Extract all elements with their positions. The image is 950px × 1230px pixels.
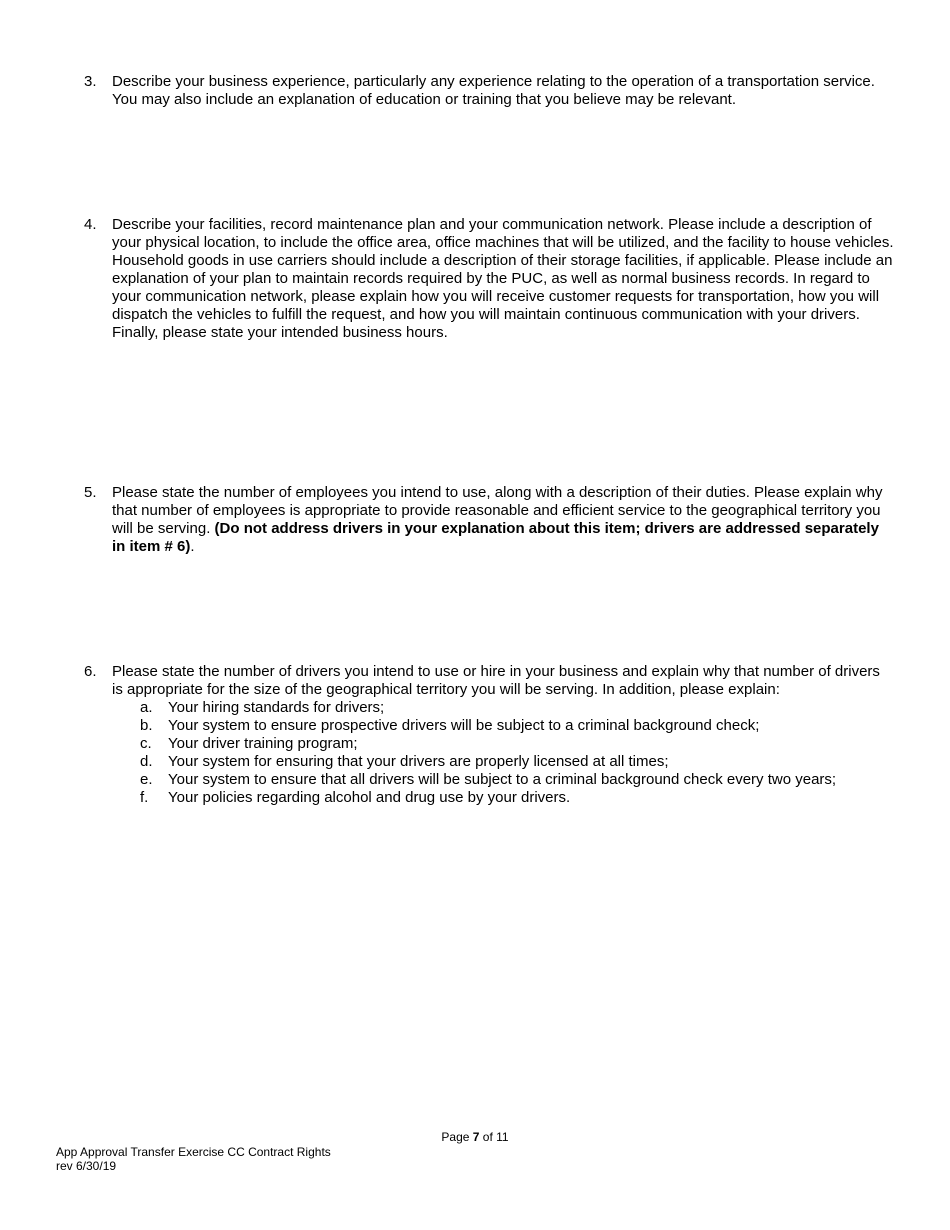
item-number: 3. (84, 73, 97, 90)
sub-item (140, 699, 894, 717)
sub-item (140, 771, 894, 789)
question-item-6 (84, 663, 894, 807)
total-pages: 11 (496, 1130, 509, 1144)
page-prefix: Page (441, 1130, 473, 1144)
item-text: Please state the number of drivers you intend to use or hire in your business and explain why that number of drivers is appropriate for the size of the geographical territory you will be serving. In addition, please explain: (112, 663, 880, 698)
sub-item (140, 789, 894, 807)
footer-form-info (56, 1145, 331, 1173)
item-text: Describe your facilities, record maintenance plan and your communication network. Please include a description of your physical location, to include the office area, office machines that will be utilized, and the facility to house vehicles. Household goods in use carriers should include a description of their storage facilities, if applicable. Please include an explanation of your plan to maintain records required by the PUC, as well as normal business records. In regard to your communication network, please explain how you will receive customer requests for transportation, how you will dispatch the vehicles to fulfill the request, and how you will maintain continuous communication with your drivers. Finally, please state your intended business hours. (112, 216, 894, 341)
sub-item (140, 735, 894, 753)
sub-item-text: Your system to ensure that all drivers will be subject to a criminal background check every two years; (168, 771, 837, 788)
current-page: 7 (472, 1130, 480, 1144)
item-text-block (112, 484, 894, 556)
sub-item-text: Your policies regarding alcohol and drug use by your drivers. (168, 789, 571, 806)
page-separator: of (479, 1130, 497, 1144)
sub-item-text: Your system to ensure prospective drivers will be subject to a criminal background check; (168, 717, 760, 734)
sub-item-letter: f. (140, 789, 149, 806)
form-revision: rev 6/30/19 (56, 1159, 117, 1173)
form-name: App Approval Transfer Exercise CC Contract Rights (56, 1145, 331, 1159)
sub-item (140, 717, 894, 735)
sub-item-letter: e. (140, 771, 153, 788)
sub-item-text: Your hiring standards for drivers; (168, 699, 385, 716)
sub-item (140, 753, 894, 771)
sub-item-letter: b. (140, 717, 153, 734)
page-number (0, 1130, 950, 1145)
item-bold-note: (Do not address drivers in your explanation about this item; drivers are addressed separately in item # 6) (112, 520, 879, 555)
question-item-3 (84, 73, 894, 109)
sub-item-letter: d. (140, 753, 153, 770)
sub-item-letter: a. (140, 699, 153, 716)
item-trailing-punctuation: . (190, 538, 195, 555)
sub-item-list (140, 699, 894, 807)
question-item-4 (84, 216, 894, 342)
sub-item-text: Your system for ensuring that your drivers are properly licensed at all times; (168, 753, 669, 770)
item-text: Please state the number of employees you intend to use, along with a description of their duties. Please explain why that number of employees is appropriate to provide reasonable and efficient service to the geographical territory you will be serving. (112, 484, 883, 537)
item-number: 4. (84, 216, 97, 233)
sub-item-letter: c. (140, 735, 152, 752)
item-text: Describe your business experience, particularly any experience relating to the operation of a transportation service. You may also include an explanation of education or training that you believe may be relevant. (112, 73, 875, 108)
item-number: 5. (84, 484, 97, 501)
sub-item-text: Your driver training program; (168, 735, 358, 752)
item-number: 6. (84, 663, 97, 680)
question-item-5 (84, 484, 894, 556)
